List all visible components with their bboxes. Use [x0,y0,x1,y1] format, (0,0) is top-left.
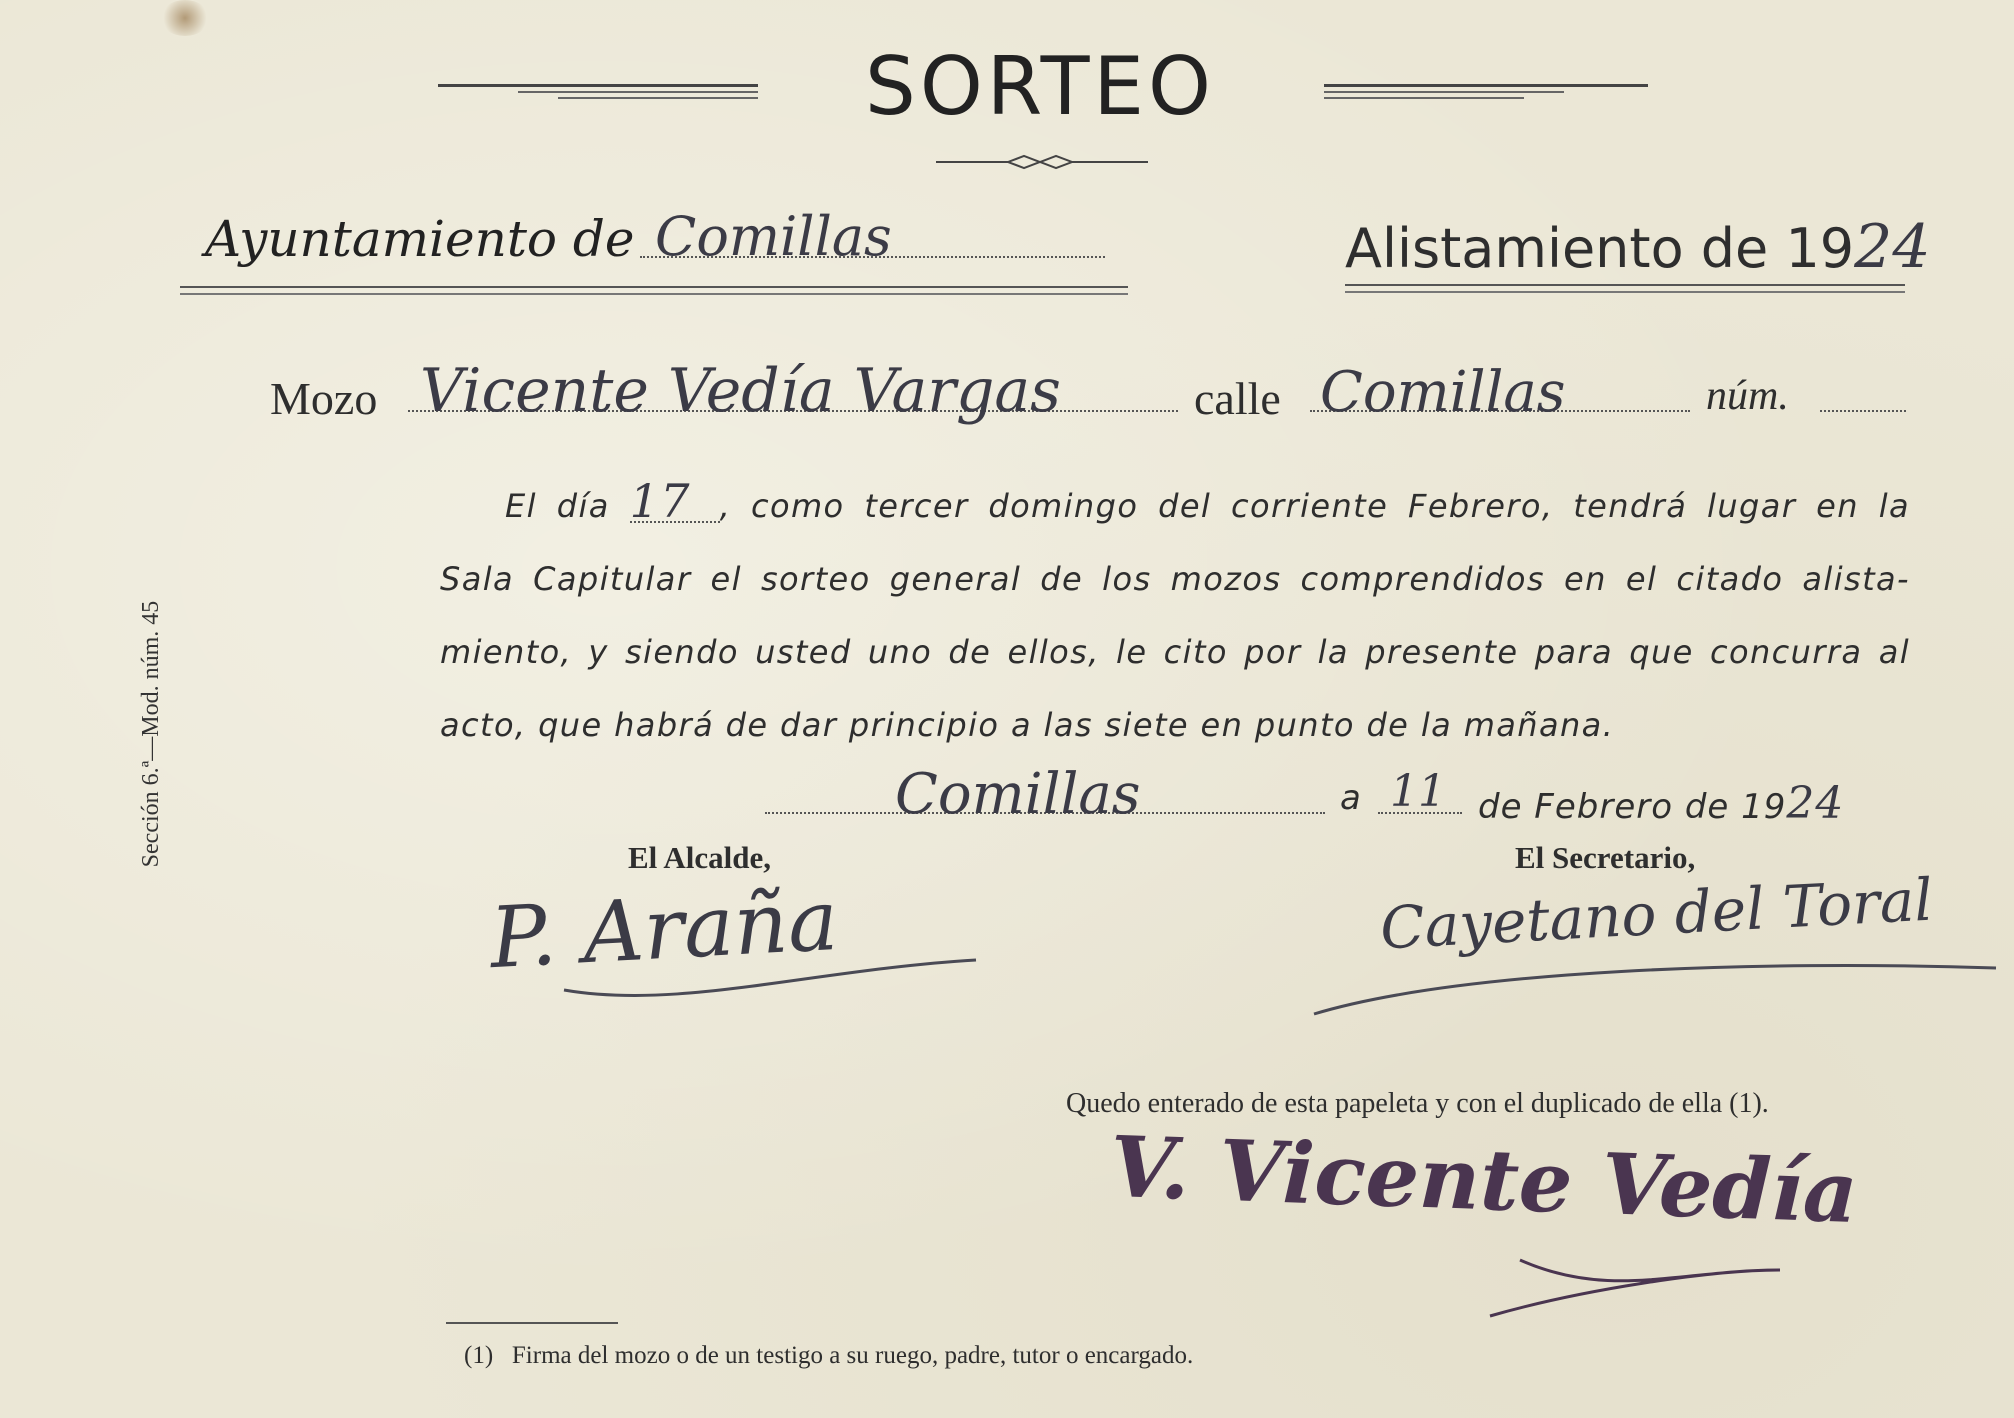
num-label: núm. [1706,373,1789,419]
date-month-year [1478,778,1844,829]
page-title: SORTEO [865,40,1215,133]
footnote: (1) Firma del mozo o de un testigo a su ruego, padre, tutor o encargado. [464,1342,1194,1369]
body-line-1-text: , como tercer domingo del corriente Febrero, tendrá lugar en la [719,487,1910,525]
title-ornament-left [438,84,758,99]
alcalde-label: El Alcalde, [628,840,771,875]
side-note: Sección 6.ª—Mod. núm. 45 [138,600,164,868]
calle-value: Comillas [1320,360,1566,425]
alistamiento-year: 24 [1854,212,1931,282]
secretario-signature-flourish [1310,960,2000,1020]
ayuntamiento-label: Ayuntamiento de [205,210,635,268]
secretario-label: El Secretario, [1515,840,1696,875]
body-dia-value: 17 [630,481,720,523]
ayuntamiento-value: Comillas [655,205,892,268]
receipt-signature: V. Vicente Vedía [1108,1116,1860,1243]
date-month-text: de Febrero de 19 [1478,787,1787,827]
body-line-2: Sala Capitular el sorteo general de los mozos comprendidos en el citado alista- [440,560,1910,598]
title-ornament-right [1324,84,1648,99]
footnote-rule [446,1322,618,1324]
alcalde-signature: P. Araña [487,870,841,988]
calle-label: calle [1194,373,1281,424]
receipt-signature-flourish [1460,1230,1790,1320]
mozo-name: Vicente Vedía Vargas [420,356,1061,426]
body-dia-label: El día [505,487,610,525]
date-day: 11 [1390,766,1446,817]
date-place: Comillas [895,762,1141,827]
body-line-1 [440,470,1910,543]
ayuntamiento-rule [180,286,1128,295]
num-dotted-line [1820,410,1906,412]
body-paragraph [440,470,1910,762]
receipt-text: Quedo enterado de esta papeleta y con el duplicado de ella (1). [1066,1088,1769,1119]
mozo-label: Mozo [270,373,378,424]
alcalde-signature-flourish [560,950,980,1010]
alistamiento-label [1345,212,1931,282]
body-line-4: acto, que habrá de dar principio a las siete en punto de la mañana. [440,706,1615,744]
title-flourish [936,152,1148,172]
alistamiento-text: Alistamiento de 19 [1345,217,1855,280]
stain-top-left [160,0,210,36]
alistamiento-rule [1345,284,1905,293]
date-year-suffix: 24 [1786,778,1845,829]
secretario-signature: Cayetano del Toral [1378,865,1935,963]
body-line-3: miento, y siendo usted uno de ellos, le cito por la presente para que concurra al [440,633,1910,671]
date-a-label: a [1340,778,1361,818]
